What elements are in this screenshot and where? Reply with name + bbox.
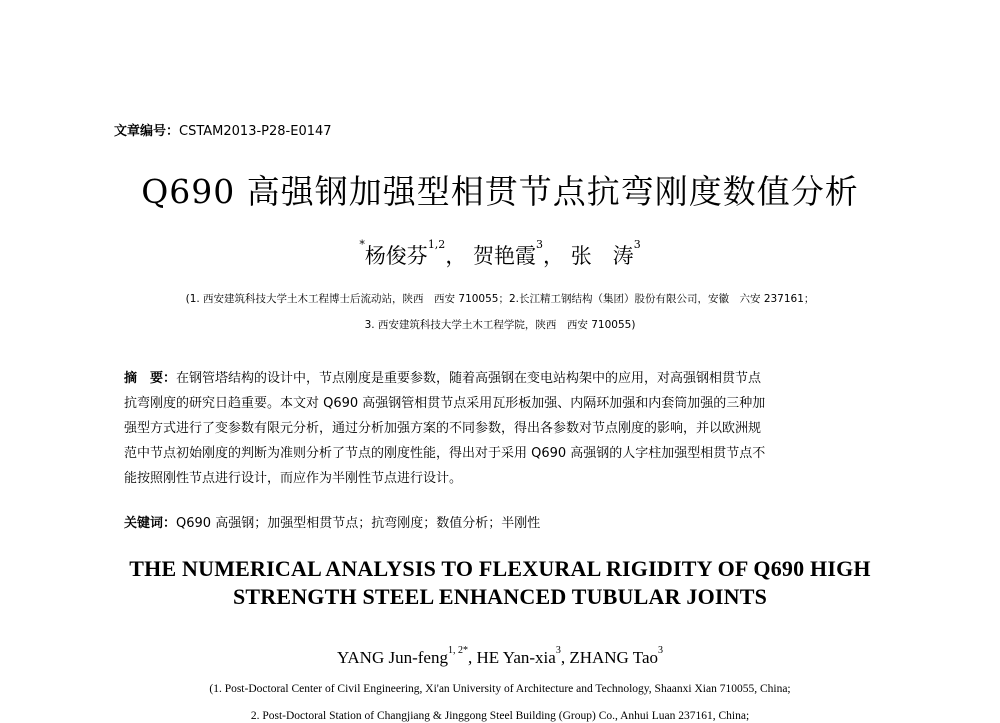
english-title-line-2: STRENGTH STEEL ENHANCED TUBULAR JOINTS	[232, 584, 768, 609]
english-title-line-1: THE NUMERICAL ANALYSIS TO FLEXURAL RIGIDITY OF Q690 HIGH	[129, 556, 871, 581]
chinese-title: Q690 高强钢加强型相贯节点抗弯刚度数值分析	[141, 172, 859, 211]
en-author-1: YANG Jun-feng$^{1, 2*}$,	[337, 645, 477, 667]
cn-affiliation-line-1: (1. 西安建筑科技大学土木工程博士后流动站，陕西 西安 710055；2.长江精工钢结构（集团）股份有限公司，安徽 六安 237161；	[185, 293, 815, 305]
en-affiliation-line-2: 2. Post-Doctoral Station of Changjiang & Jinggong Steel Building (Group) Co., Anhui Luan 237161, China;	[250, 710, 750, 722]
article-number-label: 文章编号：	[114, 124, 180, 139]
abstract-line-4: 范中节点初始刚度的判断为准则分析了节点的刚度性能，得出对于采用 Q690 高强钢的人字柱加强型相贯节点不	[124, 446, 766, 461]
keywords-text: Q690 高强钢；加强型相贯节点；抗弯刚度；数值分析；半刚性	[176, 516, 541, 531]
abstract-line-3: 强型方式进行了变参数有限元分析，通过分析加强方案的不同参数，得出各参数对节点刚度的影响，并以欧洲规	[124, 421, 762, 436]
keywords-label: 关键词：	[124, 516, 177, 531]
chinese-keywords	[124, 512, 540, 531]
en-author-3: ZHANG Tao$^3$	[569, 645, 663, 667]
abstract-line-2: 抗弯刚度的研究日趋重要。本文对 Q690 高强钢管相贯节点采用瓦形板加强、内隔环加强和内套筒加强的三种加	[124, 396, 766, 411]
cn-author-1: *杨俊芬$^{1,2}$，	[359, 238, 467, 268]
cn-author-3: 张 涛$^3$	[570, 238, 641, 268]
chinese-authors	[0, 240, 1000, 270]
article-number	[114, 120, 332, 139]
abstract-line-1: 摘 要：在钢管塔结构的设计中，节点刚度是重要参数，随着高强钢在变电站构架中的应用，对高强钢相贯节点	[124, 371, 762, 386]
cn-affiliation-line-2: 3. 西安建筑科技大学土木工程学院，陕西 西安 710055)	[364, 319, 636, 331]
abstract-label: 摘 要：	[124, 371, 177, 386]
article-number-value: CSTAM2013-P28-E0147	[179, 124, 332, 139]
en-author-2: HE Yan-xia$^3$,	[476, 645, 570, 667]
abstract-line-5: 能按照刚性节点进行设计，而应作为半刚性节点进行设计。	[124, 471, 463, 486]
english-authors	[0, 645, 1000, 668]
en-affiliation-line-1: (1. Post-Doctoral Center of Civil Engineering, Xi'an University of Architecture and Technology, Shaanxi Xian 710055, China;	[209, 683, 791, 695]
chinese-abstract	[124, 366, 880, 491]
cn-author-2: 贺艳霞$^3$，	[473, 238, 564, 268]
